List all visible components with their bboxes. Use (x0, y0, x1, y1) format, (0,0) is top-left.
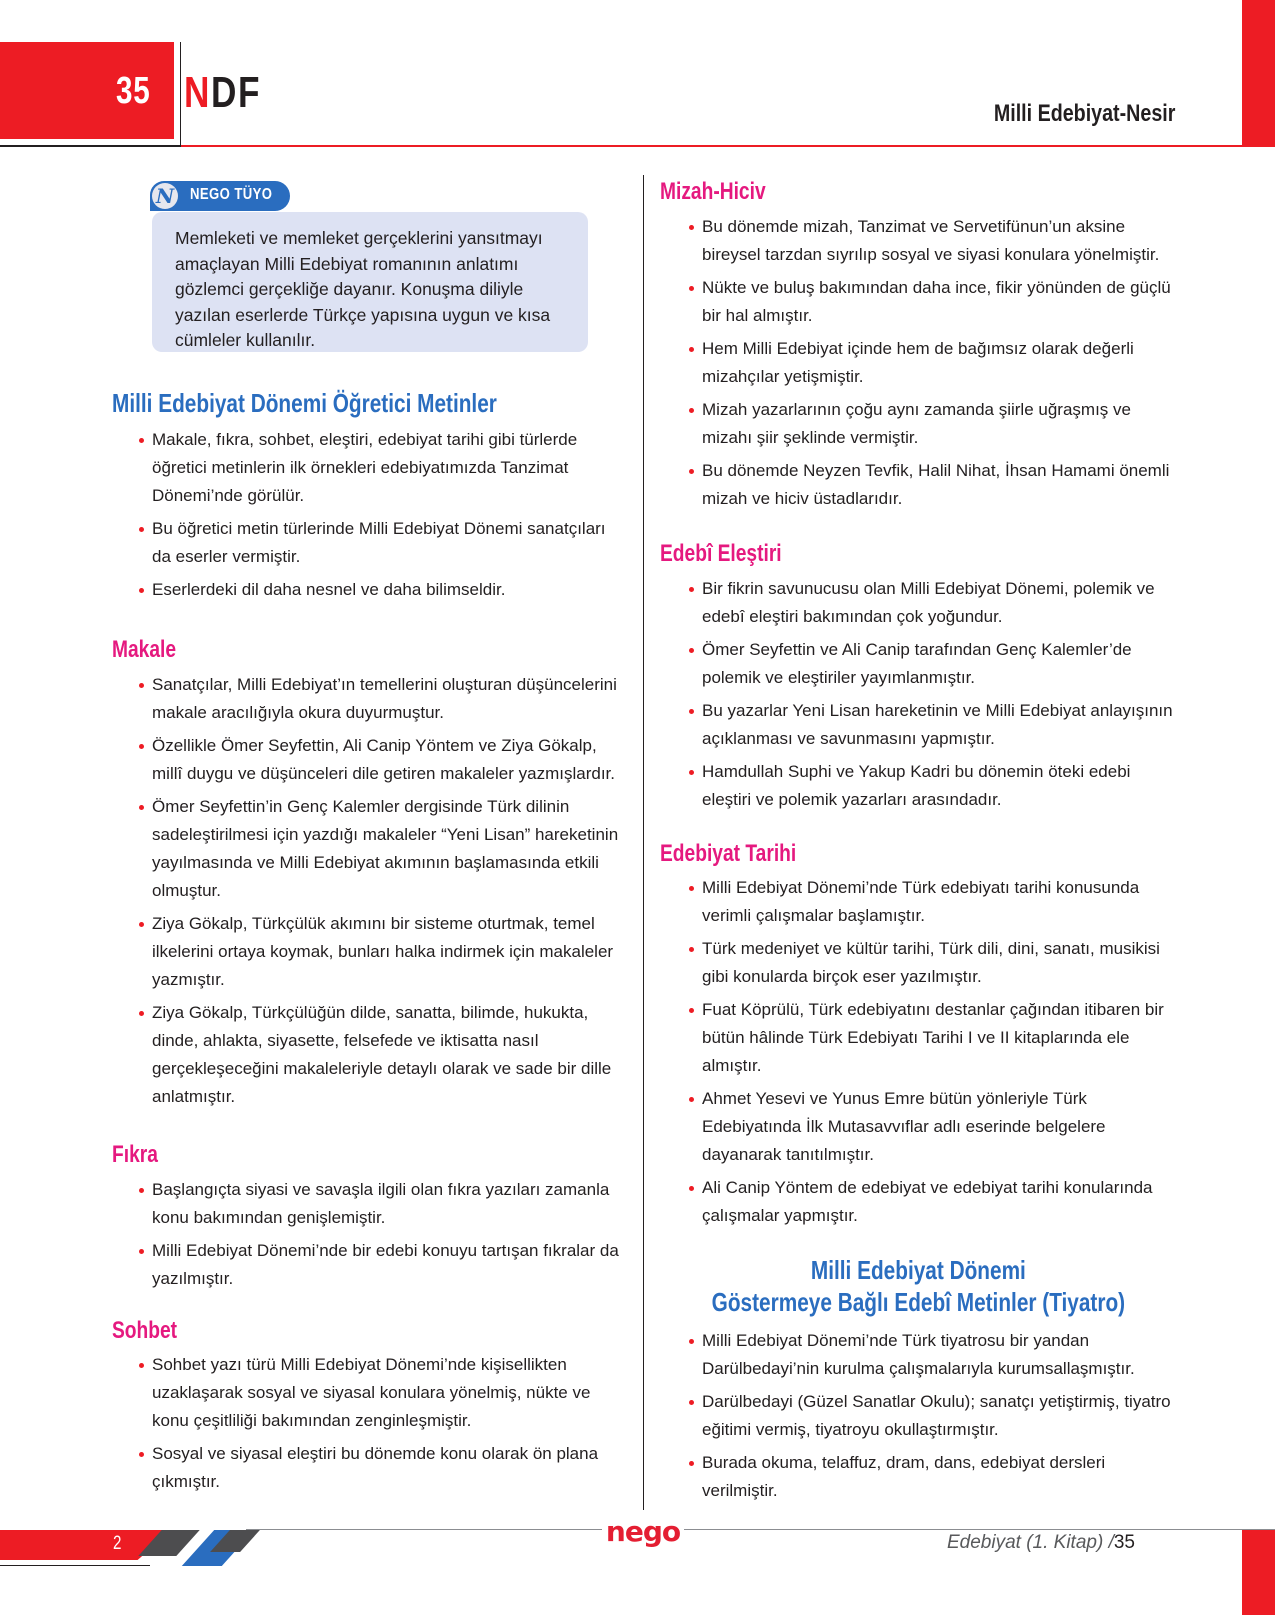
heading-mizah-hiciv: Mizah-Hiciv (660, 178, 766, 205)
list-item: Sohbet yazı türü Milli Edebiyat Dönemi’nde kişisellikten uzaklaşarak sosyal ve siyasal konulara yönelmiş, nükte ve konu çeşitliliği bakımından zenginleşmiştir. (136, 1351, 626, 1435)
list-item: Milli Edebiyat Dönemi’nde Türk edebiyatı tarihi konusunda verimli çalışmalar başlamıştır. (686, 874, 1176, 930)
tip-label: NEGO TÜYO (190, 186, 273, 203)
nego-logo-icon: N (152, 183, 178, 209)
header-divider (180, 42, 181, 147)
brand-letters-df: DF (211, 68, 262, 117)
header-rule-red (181, 145, 1275, 147)
heading-tiyatro (618, 1254, 1218, 1318)
list-item: Burada okuma, telaffuz, dram, dans, edebiyat dersleri verilmiştir. (686, 1449, 1176, 1505)
list-makale (136, 671, 626, 1116)
list-item: Hem Milli Edebiyat içinde hem de bağımsız olarak değerli mizahçılar yetişmiştir. (686, 335, 1176, 391)
footer-side-tab (1242, 1530, 1275, 1615)
brand-logo (184, 68, 261, 118)
brand-letter-n: N (184, 68, 212, 117)
footer-page-number: 2 (113, 1533, 122, 1554)
list-item: Bir fikrin savunucusu olan Milli Edebiyat Dönemi, polemik ve edebî eleştiri bakımından çok yoğundur. (686, 575, 1176, 631)
list-item: Makale, fıkra, sohbet, eleştiri, edebiyat tarihi gibi türlerde öğretici metinlerin ilk örnekleri edebiyatımızda Tanzimat Dönemi’nde görülür. (136, 426, 626, 510)
publisher-logo-text: nego (605, 1515, 681, 1548)
list-item: Özellikle Ömer Seyfettin, Ali Canip Yöntem ve Ziya Gökalp, millî duygu ve düşünceleri dile getiren makaleler yazmışlardır. (136, 732, 626, 788)
footer-book-title: Edebiyat (1. Kitap) / (946, 1532, 1114, 1553)
list-item: Sanatçılar, Milli Edebiyat’ın temellerini oluşturan düşüncelerini makale aracılığıyla okura duyurmuştur. (136, 671, 626, 727)
list-item: Türk medeniyet ve kültür tarihi, Türk dili, dini, sanatı, musikisi gibi konularda birçok eser yazılmıştır. (686, 935, 1176, 991)
list-item: Eserlerdeki dil daha nesnel ve daha bilimseldir. (136, 576, 626, 604)
chapter-number: 35 (116, 70, 151, 112)
list-tarih (686, 874, 1176, 1235)
section-title: Milli Edebiyat-Nesir (993, 100, 1175, 127)
list-item: Nükte ve buluş bakımından daha ince, fikir yönünden de güçlü bir hal almıştır. (686, 274, 1176, 330)
list-item: Ali Canip Yöntem de edebiyat ve edebiyat tarihi konularında çalışmalar yapmıştır. (686, 1174, 1176, 1230)
list-item: Darülbedayi (Güzel Sanatlar Okulu); sanatçı yetiştirmiş, tiyatro eğitimi vermiş, tiyatroyu okullaştırmıştır. (686, 1388, 1176, 1444)
list-item: Milli Edebiyat Dönemi’nde bir edebi konuyu tartışan fıkralar da yazılmıştır. (136, 1237, 626, 1293)
heading-makale: Makale (112, 636, 177, 663)
list-ogretici (136, 426, 626, 609)
heading-fikra: Fıkra (112, 1141, 158, 1168)
list-item: Mizah yazarlarının çoğu aynı zamanda şiirle uğraşmış ve mizahı şiir şeklinde vermiştir. (686, 396, 1176, 452)
list-item: Bu yazarlar Yeni Lisan hareketinin ve Milli Edebiyat anlayışının açıklanması ve savunmasını yapmıştır. (686, 697, 1176, 753)
publisher-logo (602, 1514, 684, 1554)
heading-tiyatro-line2: Göstermeye Bağlı Edebî Metinler (Tiyatro) (711, 1287, 1125, 1317)
list-item: Bu dönemde mizah, Tanzimat ve Servetifünun’un aksine bireysel tarzdan sıyrılıp sosyal ve siyasi konulara yönelmiştir. (686, 213, 1176, 269)
tip-box (152, 212, 588, 352)
list-item: Başlangıçta siyasi ve savaşla ilgili olan fıkra yazıları zamanla konu bakımından genişlemiştir. (136, 1176, 626, 1232)
list-item: Ziya Gökalp, Türkçülüğün dilde, sanatta, bilimde, hukukta, dinde, ahlakta, siyasette, felsefede ve iktisatta nasıl gerçekleşeceğini makaleleriyle detaylı olarak ve sade bir dille anlatmıştır. (136, 999, 626, 1111)
list-item: Hamdullah Suphi ve Yakup Kadri bu dönemin öteki edebi eleştiri ve polemik yazarları arasındadır. (686, 758, 1176, 814)
list-tiyatro (686, 1327, 1176, 1510)
footer-underline (0, 1565, 150, 1566)
list-item: Bu dönemde Neyzen Tevfik, Halil Nihat, İhsan Hamami önemli mizah ve hiciv üstadlarıdır. (686, 457, 1176, 513)
header-rule-black (0, 145, 181, 147)
list-item: Bu öğretici metin türlerinde Milli Edebiyat Dönemi sanatçıları da eserler vermiştir. (136, 515, 626, 571)
heading-tiyatro-line1: Milli Edebiyat Dönemi (810, 1255, 1026, 1285)
list-item: Ahmet Yesevi ve Yunus Emre bütün yönleriyle Türk Edebiyatında İlk Mutasavvıflar adlı eserinde belgelere dayanarak tanıtılmıştır. (686, 1085, 1176, 1169)
header-side-tab (1242, 0, 1275, 146)
list-item: Sosyal ve siyasal eleştiri bu dönemde konu olarak ön plana çıkmıştır. (136, 1440, 626, 1496)
heading-ogretici-metinler: Milli Edebiyat Dönemi Öğretici Metinler (112, 388, 497, 418)
list-fikra (136, 1176, 626, 1298)
list-sohbet (136, 1351, 626, 1501)
list-item: Ömer Seyfettin ve Ali Canip tarafından Genç Kalemler’de polemik ve eleştiriler yayımlanmıştır. (686, 636, 1176, 692)
tip-text: Memleketi ve memleket gerçeklerini yansıtmayı amaçlayan Milli Edebiyat romanının anlatımı gözlemci gerçekliğe dayanır. Konuşma diliyle yazılan eserlerde Türkçe yapısına uygun ve kısa cümleler kullanılır. (175, 228, 551, 351)
heading-edebi-elestiri: Edebî Eleştiri (660, 540, 782, 567)
list-elestiri (686, 575, 1176, 819)
list-item: Milli Edebiyat Dönemi’nde Türk tiyatrosu bir yandan Darülbedayi’nin kurulma çalışmalarıyla kurumsallaşmıştır. (686, 1327, 1176, 1383)
list-mizah (686, 213, 1176, 518)
list-item: Ömer Seyfettin’in Genç Kalemler dergisinde Türk dilinin sadeleştirilmesi için yazdığı makaleler “Yeni Lisan” hareketinin yayılmasında ve Milli Edebiyat akımının başlamasında etkili olmuştur. (136, 793, 626, 905)
footer-rule (246, 1529, 1275, 1530)
footer-book-page: 35 (1113, 1532, 1135, 1553)
list-item: Ziya Gökalp, Türkçülük akımını bir sisteme oturtmak, temel ilkelerini ortaya koymak, bunları halka indirmek için makaleler yazmıştır. (136, 910, 626, 994)
heading-sohbet: Sohbet (112, 1317, 178, 1344)
list-item: Fuat Köprülü, Türk edebiyatını destanlar çağından itibaren bir bütün hâlinde Türk Edebiyatı Tarihi I ve II kitaplarında ele almıştır. (686, 996, 1176, 1080)
heading-edebiyat-tarihi: Edebiyat Tarihi (660, 840, 797, 867)
footer-book-info (947, 1532, 1135, 1554)
